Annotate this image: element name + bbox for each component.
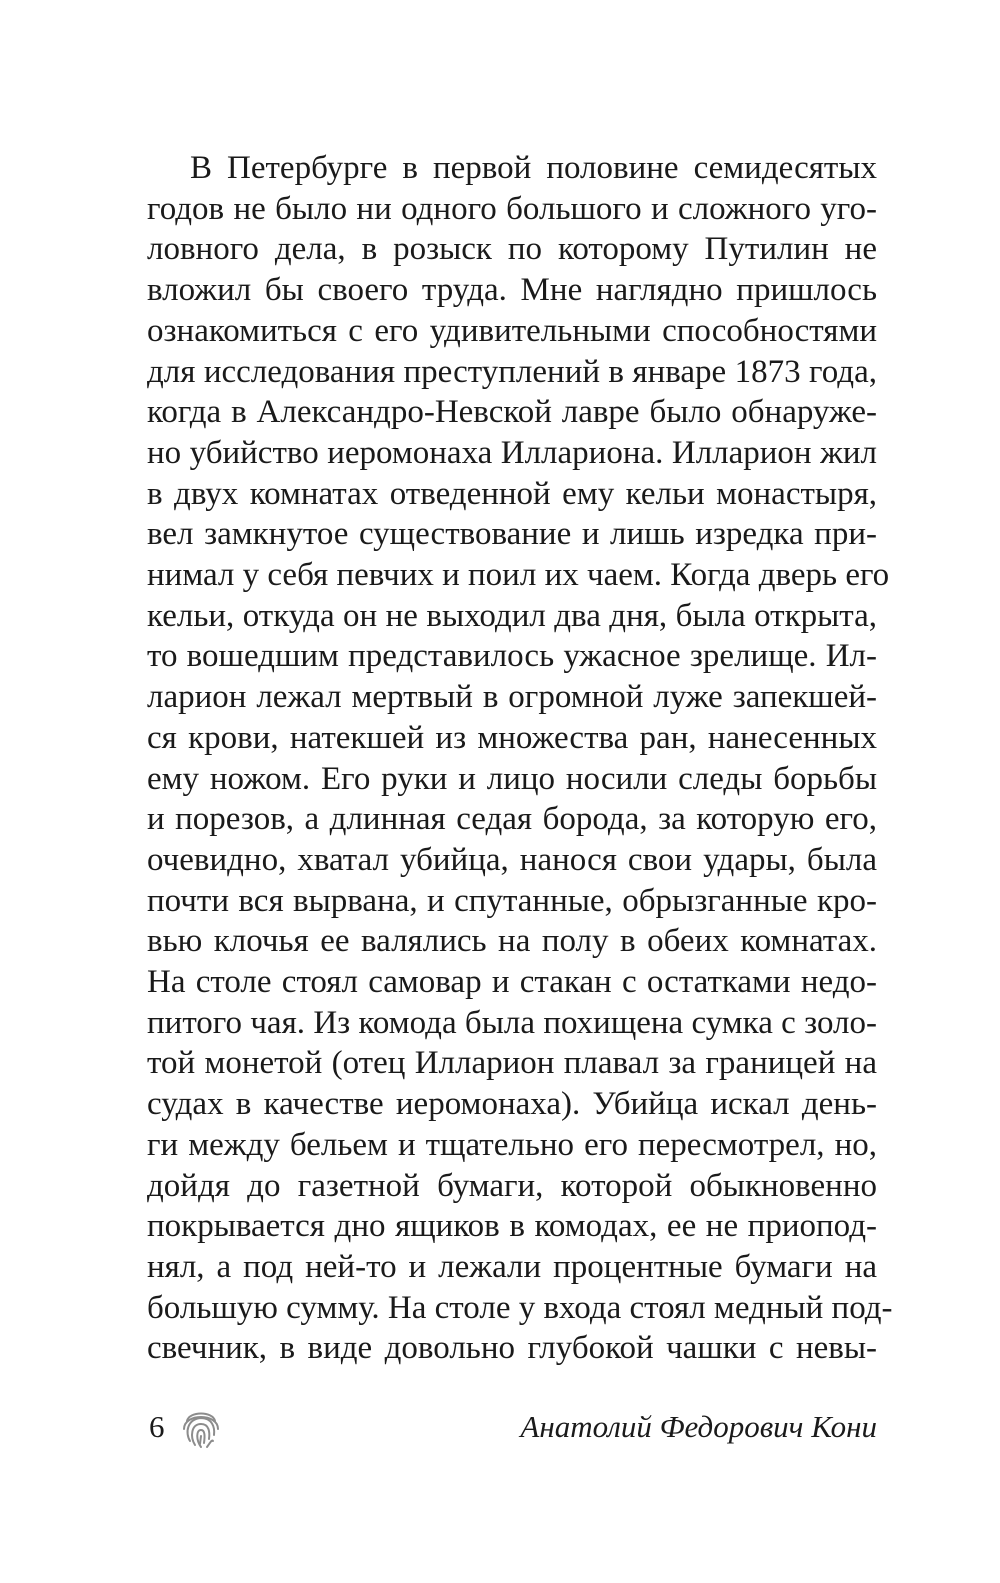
text-line: покрывается дно ящиков в комодах, ее не приопод- [147,1208,877,1245]
text-line: На столе стоял самовар и стакан с остатками недо- [147,964,877,1001]
text-line: кельи, откуда он не выходил два дня, была открыта, [147,597,877,634]
text-line: нял, а под ней-то и лежали процентные бумаги на [147,1248,877,1285]
text-line: дойдя до газетной бумаги, которой обыкновенно [147,1167,877,1204]
text-line: в двух комнатах отведенной ему кельи монастыря, [147,475,877,512]
text-line: той монетой (отец Илларион плавал за границей на [147,1045,877,1082]
page-footer [147,1403,877,1453]
text-line: ловного дела, в розыск по которому Путилин не [147,231,877,268]
text-line: почти вся вырвана, и спутанные, обрызганные кро- [147,882,877,919]
text-line: свечник, в виде довольно глубокой чашки с невы- [147,1330,877,1367]
text-line: большую сумму. На столе у входа стоял медный под- [147,1289,893,1326]
author-name: Анатолий Федорович Кони [520,1409,877,1444]
fingerprint-icon [181,1403,221,1451]
text-line: ся крови, натекшей из множества ран, нанесенных [147,719,877,756]
text-line: вел замкнутое существование и лишь изредка при- [147,516,877,553]
text-line: и порезов, а длинная седая борода, за которую его, [147,801,877,838]
text-line: питого чая. Из комода была похищена сумка с золо- [147,1004,877,1041]
text-line: годов не было ни одного большого и сложного уго- [147,190,877,227]
text-line: ги между бельем и тщательно его пересмотрел, но, [147,1126,877,1163]
text-line: вью клочья ее валялись на полу в обеих комнатах. [147,923,877,960]
text-line: то вошедшим представилось ужасное зрелище. Ил- [147,638,877,675]
text-line: очевидно, хватал убийца, нанося свои удары, была [147,841,877,878]
text-line: судах в качестве иеромонаха). Убийца искал день- [147,1086,877,1123]
text-line: вложил бы своего труда. Мне наглядно пришлось [147,272,877,309]
text-line: для исследования преступлений в январе 1873 года, [147,353,877,390]
text-line: ларион лежал мертвый в огромной луже запекшей- [147,679,877,716]
text-line: ознакомиться с его удивительными способностями [147,312,877,349]
text-line: В Петербурге в первой половине семидесятых [190,150,877,186]
text-line: нимал у себя певчих и поил их чаем. Когда дверь его [147,557,890,594]
text-line: но убийство иеромонаха Иллариона. Илларион жил [147,434,877,471]
text-line: когда в Александро-Невской лавре было обнаруже- [147,394,877,431]
body-paragraph [147,148,893,1369]
page-number: 6 [149,1409,165,1444]
text-line: ему ножом. Его руки и лицо носили следы борьбы [147,760,877,797]
